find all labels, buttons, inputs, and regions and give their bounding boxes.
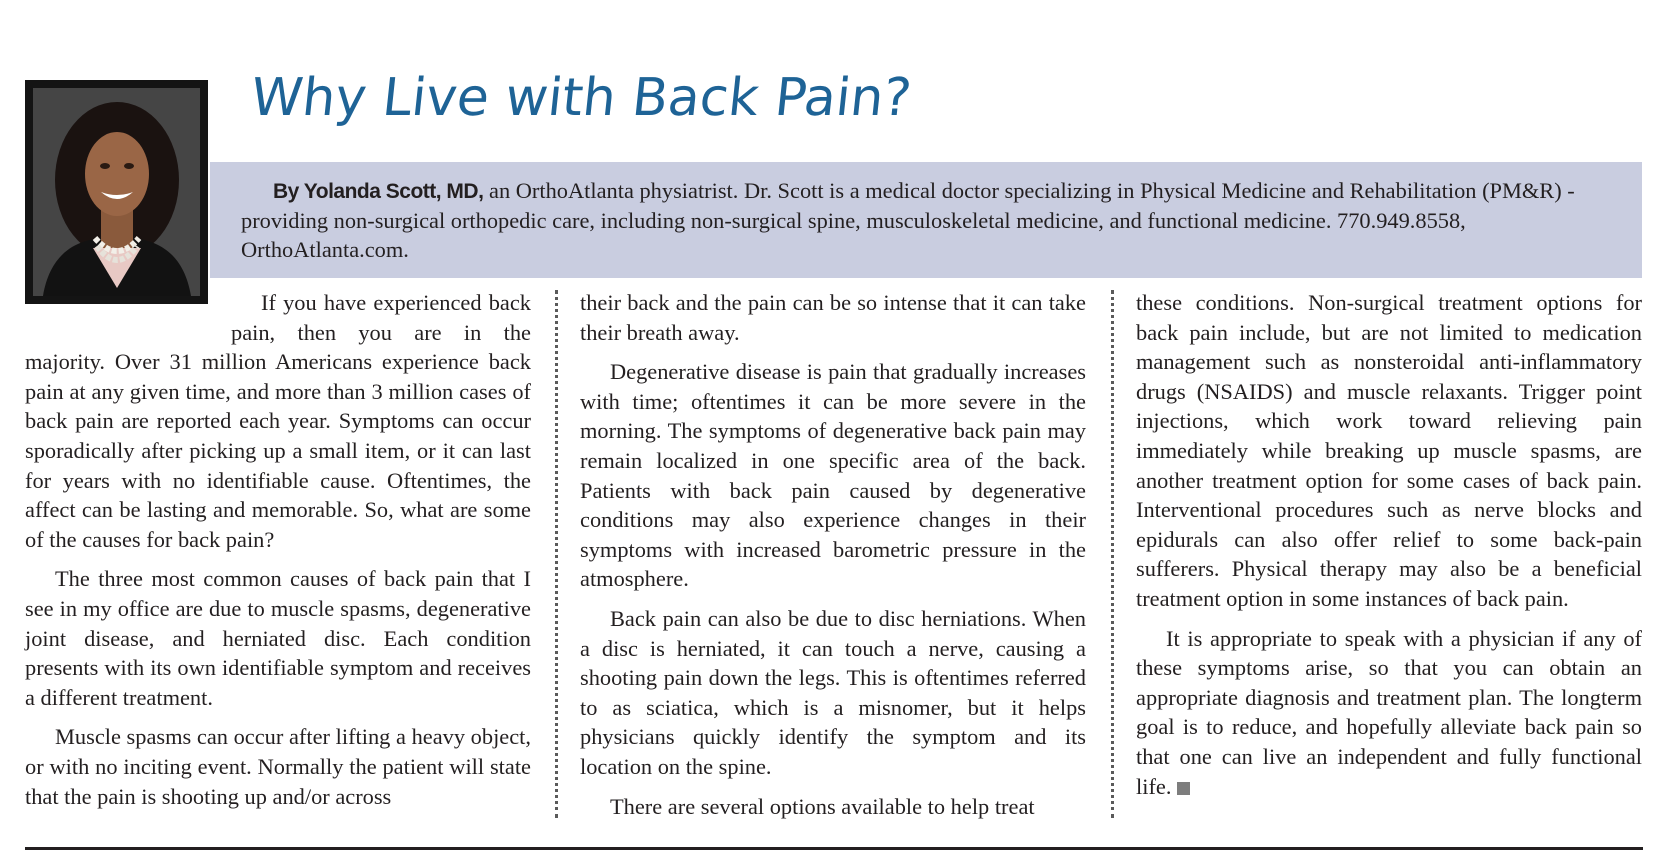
paragraph: If you have experienced back pain, then you are in the majority. Over 31 million Americans experience back pain at any given time, and more than 3 million cases of back pain are reported each year. Symptoms can occur sporadically after picking up a small item, or it can last for years with no identifiable cause. Oftentimes, the affect can be lasting and memorable. So, what are some of the causes for back pain? (25, 290, 531, 552)
column-divider (1111, 290, 1114, 818)
paragraph: these conditions. Non-surgical treatment options for back pain include, but are not limited to medication management such as nonsteroidal anti-inflammatory drugs (NSAIDS) and muscle relaxants. Trigger point injections, which work toward relieving pain immediately while breaking up muscle spasms, are another treatment option for some cases of back pain. Interventional procedures such as nerve blocks and epidurals can also offer relief to some back-pain sufferers. Physical therapy may also be a beneficial treatment option in some instances of back pain. (1136, 290, 1642, 611)
paragraph: Muscle spasms can occur after lifting a heavy object, or with no inciting event. Normally the patient will state that the pain is shooting up and/or across (25, 724, 531, 809)
paragraph: Back pain can also be due to disc herniations. When a disc is herniated, it can touch a nerve, causing a shooting pain down the legs. This is oftentimes referred to as sciatica, which is a misnomer, but it helps physicians quickly identify the symptom and its location on the spine. (580, 605, 1086, 779)
byline (241, 176, 1626, 264)
last-paragraph (1136, 624, 1642, 802)
paragraph: The three most common causes of back pain that I see in my office are due to muscle spasms, degenerative joint disease, and herniated disc. Each condition presents with its own identifiable symptom and receives a different treatment. (25, 566, 531, 710)
paragraph: Degenerative disease is pain that gradually increases with time; oftentimes it can be more severe in the morning. The symptoms of degenerative back pain may remain localized in one specific area of the back. Patients with back pain caused by degenerative conditions may also experience changes in their symptoms with increased barometric pressure in the atmosphere. (580, 359, 1086, 592)
author-photo (25, 80, 208, 304)
article-column-1 (25, 288, 531, 821)
column-divider (555, 290, 558, 818)
end-mark-icon (1177, 782, 1190, 795)
author-portrait-image (33, 88, 200, 296)
photo-wrap-space (25, 288, 231, 344)
article-column-2 (580, 288, 1086, 831)
paragraph: There are several options available to help treat (610, 793, 1035, 819)
author-bio: an OrthoAtlanta physiatrist. Dr. Scott is a medical doctor specializing in Physical Medicine and Rehabilitation (PM&R) - providing non-surgical orthopedic care, including non-surgical spine, musculoskeletal medicine, and functional medicine. 770.949.8558, OrthoAtlanta.com. (241, 178, 1575, 262)
author-name: By Yolanda Scott, MD, (273, 180, 484, 203)
paragraph-text: It is appropriate to speak with a physician if any of these symptoms arise, so that you can obtain an appropriate diagnosis and treatment plan. The longterm goal is to reduce, and hopefully alleviate back pain so that one can live an independent and fully functional life. (1136, 625, 1642, 799)
bottom-rule (25, 847, 1643, 850)
paragraph: their back and the pain can be so intense that it can take their breath away. (580, 290, 1086, 345)
article-column-3 (1136, 288, 1642, 811)
article-title: Why Live with Back Pain? (248, 68, 915, 128)
